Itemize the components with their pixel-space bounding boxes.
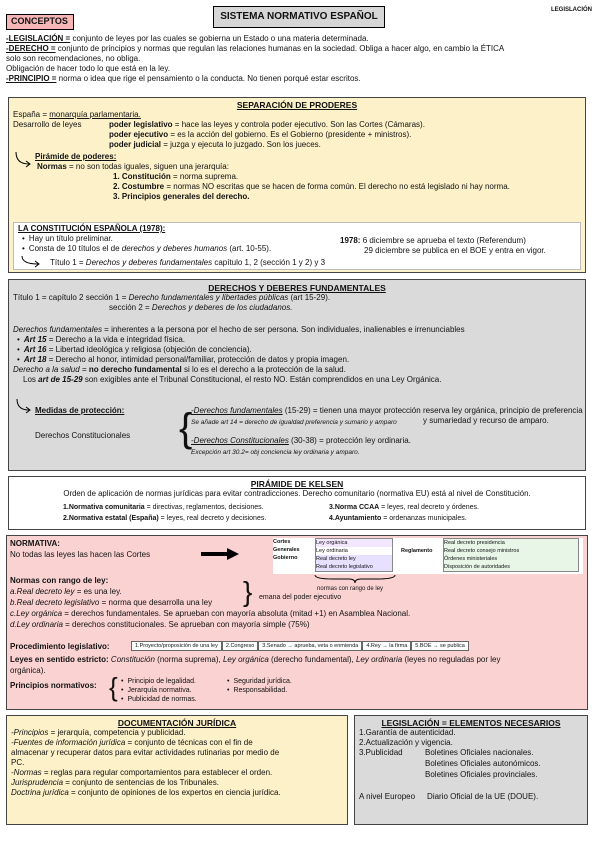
legislacion-section xyxy=(354,715,588,825)
art18-item xyxy=(17,355,585,365)
doc-jurisprudencia-def: = conjunto de sentencias de los Tribunales. xyxy=(63,778,219,787)
kelsen-intro: Orden de aplicación de normas jurídicas para evitar contradicciones. Derecho comunitario (normativa EU) está al nivel de Constitución. xyxy=(63,489,531,498)
art15-def: = Derecho a la vida e integridad física. xyxy=(46,335,186,344)
curved-arrow-icon xyxy=(15,398,35,418)
titulo1-it: Derechos y deberes fundamentales xyxy=(85,258,213,267)
art15-term: Art 15 xyxy=(23,335,47,344)
estricto-3: Ley orgánica xyxy=(222,655,269,664)
table-mid-0: Ley orgánica xyxy=(316,539,392,547)
poder-judicial: poder judicial xyxy=(109,140,162,149)
constitucion-year: 1978: xyxy=(340,236,361,245)
rango-d-def: = derechos constitucionales. Se aprueban con mayoría simple (75%) xyxy=(62,620,310,629)
legis-e1: 1.Garantía de autenticidad. xyxy=(359,728,456,737)
kelsen-1-term: 1.Normativa comunitaria xyxy=(63,504,145,511)
proc-step-5: 5.BOE → se publica xyxy=(411,641,469,651)
constitucion-b2-post: (art. 10-55). xyxy=(227,244,272,253)
legis-bo-provincial: Boletines Oficiales provinciales. xyxy=(425,770,538,779)
constitucion-year-2: 29 diciembre se publica en el BOE y entra en vigor. xyxy=(364,246,546,255)
derechos-fundamentales-def: = inherentes a la persona por el hecho de ser persona. Son individuales, inalienables e irrenunciables xyxy=(101,325,465,334)
legis-europeo-label: A nivel Europeo xyxy=(359,792,416,801)
kelsen-3-term: 3.Norma CCAA xyxy=(329,504,380,511)
table-mid-3: Real decreto legislativo xyxy=(316,563,392,571)
estricto-4: (derecho fundamental), xyxy=(268,655,356,664)
doc-fuentes-def: = conjunto de técnicas con el fin de xyxy=(125,738,253,747)
estricto-1: Constitución xyxy=(108,655,155,664)
doc-principios-term: -Principios xyxy=(11,728,49,737)
kelsen-1-def: = directivas, reglamentos, decisiones. xyxy=(144,504,264,511)
salud-post: si lo es el derecho a la protección de la salud. xyxy=(181,365,346,374)
seccion2-pre: sección 2 = xyxy=(109,303,152,312)
poder-ejecutivo: poder ejecutivo xyxy=(109,130,169,139)
medida-constitucionales-def: (30-38) = protección ley ordinaria. xyxy=(288,436,411,445)
table-left-1: Generales xyxy=(273,547,300,553)
rango-heading: Normas con rango de ley: xyxy=(10,576,109,585)
table-caption: normas con rango de ley xyxy=(317,586,384,592)
table-right-3: Disposición de autoridades xyxy=(444,563,578,571)
seccion1-post: (art 15-29). xyxy=(288,293,331,302)
separacion-heading: SEPARACIÓN DE PRODERES xyxy=(236,100,358,110)
principios-normativos-label: Principios normativos: xyxy=(10,681,97,690)
def-principio: norma o idea que rige el pensamiento o la conducta. No tienen porqué estar escritos. xyxy=(56,74,361,83)
def-derecho-cont: solo son recomendaciones, no obliga. xyxy=(6,54,141,63)
los-post: son exigibles ante el Tribunal Constitucional, el resto NO. Están comprendidos en una Ley Orgánica. xyxy=(82,375,442,384)
principio-left-0 xyxy=(121,677,197,686)
legis-bo-nacional: Boletines Oficiales nacionales. xyxy=(425,748,534,757)
art16-item xyxy=(17,345,585,355)
def-legislacion: conjunto de leyes por las cuales se gobierna un Estado o una materia determinada. xyxy=(70,34,369,43)
derechos-heading: DERECHOS Y DEBERES FUNDAMENTALES xyxy=(208,283,386,293)
normativa-table xyxy=(273,538,583,574)
poder-legislativo-def: = hace las leyes y controla poder ejecutivo. Son las Cortes (Cámaras). xyxy=(172,120,425,129)
medida-art14: Se añade art 14 = derecho de igualdad preferencia y sumario y amparo xyxy=(191,419,397,426)
normativa-section xyxy=(6,535,588,710)
medidas-proteccion-label: Medidas de protección: xyxy=(35,406,125,415)
doc-doctrina-def: = conjunto de opiniones de los expertos en ciencia jurídica. xyxy=(68,788,281,797)
separacion-section xyxy=(8,97,586,273)
doc-fuentes-def-2: almacenar y recuperar datos para evitar actividades rutinarias por medio de xyxy=(11,748,280,757)
constitucion-b2-it: derechos y deberes humanos xyxy=(121,244,228,253)
normas-term: Normas xyxy=(37,162,67,171)
estricto-6: (leyes no reguladas por ley xyxy=(402,655,501,664)
rango-c-term: c.Ley orgánica xyxy=(10,609,63,618)
curved-arrow-icon xyxy=(20,255,44,269)
normativa-sub: No todas las leyes las hacen las Cortes xyxy=(10,550,151,559)
brace-icon: { xyxy=(179,406,193,450)
jerarquia-costumbre: 2. Costumbre xyxy=(113,182,165,191)
medida-fundamentales-term: -Derechos fundamentales xyxy=(191,406,283,415)
principio-left-1 xyxy=(121,686,197,695)
derechos-section xyxy=(8,279,586,471)
jerarquia-principios: 3. Principios generales del derecho. xyxy=(113,192,250,201)
proc-step-2: 2.Congreso xyxy=(222,641,258,651)
rango-a-term: a.Real decreto ley xyxy=(10,587,75,596)
documentacion-section xyxy=(6,715,348,825)
art16-term: Art 16 xyxy=(23,345,47,354)
principio-right-0 xyxy=(227,677,292,686)
art15-item xyxy=(17,335,585,345)
principio-left-2 xyxy=(121,695,197,704)
derechos-fundamentales-term: Derechos fundamentales xyxy=(13,325,102,334)
poder-judicial-def: = juzga y ejecuta lo juzgado. Son los jueces. xyxy=(161,140,321,149)
table-reglamento: Reglamento xyxy=(401,548,433,554)
doc-normas-term: -Normas xyxy=(11,768,42,777)
def-derecho-obligacion: Obligación de hacer todo lo que está en la ley. xyxy=(6,64,170,73)
legis-doue: Diario Oficial de la UE (DOUE). xyxy=(427,792,539,801)
rango-emana: emana del poder ejecutivo xyxy=(259,594,342,601)
kelsen-2-def: = leyes, real decreto y decisiones. xyxy=(158,515,267,522)
espana-label: España = xyxy=(13,110,50,119)
term-legislacion: -LEGISLACIÓN = xyxy=(6,34,71,43)
jerarquia-costumbre-def: = normas NO escritas que se hacen de forma común. El derecho no está legislado ni hay norma. xyxy=(164,182,510,191)
estricto-2: (norma suprema), xyxy=(154,655,223,664)
term-derecho: -DERECHO = xyxy=(6,44,56,53)
rango-d-term: d.Ley ordinaria xyxy=(10,620,63,629)
kelsen-4-term: 4.Ayuntamiento xyxy=(329,515,382,522)
term-principio: -PRINCIPIO = xyxy=(6,74,57,83)
art16-def: = Libertad ideológica y religiosa (objeción de conciencia). xyxy=(46,345,252,354)
curved-arrow-icon xyxy=(13,150,35,172)
kelsen-section xyxy=(8,476,586,530)
principio-right-1-text: Responsabilidad. xyxy=(233,687,288,694)
derechos-constitucionales-label: Derechos Constitucionales xyxy=(35,431,131,440)
seccion2-it: Derechos y deberes de los ciudadanos. xyxy=(151,303,293,312)
proc-step-3: 3.Senado → aprueba, veta o enmienda xyxy=(258,641,362,651)
doc-principios-def: = jerarquía, competencia y publicidad. xyxy=(48,728,186,737)
principios-left xyxy=(121,677,197,704)
salud-term: Derecho a la salud xyxy=(13,365,80,374)
rango-b-def: = norma que desarrolla una ley xyxy=(99,598,213,607)
salud-bold: no derecho fundamental xyxy=(88,365,182,374)
proc-step-4: 4.Rey → la firma xyxy=(362,641,411,651)
procedimiento-label: Procedimiento legislativo: xyxy=(10,642,110,651)
table-right-1: Real decreto consejo ministros xyxy=(444,547,578,555)
jerarquia-constitucion-def: = norma suprema. xyxy=(170,172,239,181)
legis-bo-autonomico: Boletines Oficiales autonómicos. xyxy=(425,759,541,768)
table-mid xyxy=(315,538,393,572)
constitucion-b2-pre: Consta de 10 títulos el de xyxy=(28,244,122,253)
doc-fuentes-def-3: PC. xyxy=(11,758,25,767)
doc-fuentes-term: -Fuentes de información jurídica xyxy=(11,738,126,747)
legis-e2: 2.Actualización y vigencia. xyxy=(359,738,453,747)
principios-right xyxy=(227,677,292,695)
estricto-7: orgánica). xyxy=(10,666,46,675)
seccion1-it: Derecho fundamentales y libertades públicas xyxy=(128,293,289,302)
arrow-right-icon xyxy=(201,546,241,562)
brace-right-icon: } xyxy=(243,576,253,607)
procedimiento-steps xyxy=(131,640,469,651)
los-pre: Los xyxy=(23,375,39,384)
kelsen-3-def: = leyes, real decreto y órdenes. xyxy=(379,504,479,511)
estricto-label: Leyes en sentido estricto: xyxy=(10,655,109,664)
titulo1-post: capítulo 1, 2 (sección 1 y 2) y 3 xyxy=(212,258,326,267)
constitucion-heading: LA CONSTITUCIÓN ESPAÑOLA (1978): xyxy=(18,224,166,233)
rango-b-term: b.Real decreto legislativo xyxy=(10,598,100,607)
table-left xyxy=(273,538,315,562)
constitucion-year-1: 6 diciembre se aprueba el texto (Referendum) xyxy=(360,236,526,245)
poder-ejecutivo-def: = es la acción del gobierno. Es el Gobierno (presidente + ministros). xyxy=(168,130,412,139)
table-left-2: Gobierno xyxy=(273,555,298,561)
principio-left-0-text: Principio de legalidad. xyxy=(127,678,196,685)
kelsen-2-term: 2.Normativa estatal (España) xyxy=(63,515,159,522)
rango-a-def: = es una ley. xyxy=(74,587,122,596)
principio-left-1-text: Jerarquía normativa. xyxy=(127,687,192,694)
desarrollo-label: Desarrollo de leyes xyxy=(13,120,82,129)
seccion1-pre: Título 1 = capítulo 2 sección 1 = xyxy=(13,293,129,302)
doc-doctrina-term: Doctrina jurídica xyxy=(11,788,69,797)
brace-icon: { xyxy=(109,672,118,702)
legislacion-heading: LEGISLACIÓN = ELEMENTOS NECESARIOS xyxy=(381,718,561,728)
doc-jurisprudencia-term: Jurisprudencia xyxy=(11,778,64,787)
art18-def: = Derecho al honor, intimidad personal/familiar, protección de datos y propia imagen. xyxy=(46,355,350,364)
table-left-0: Cortes xyxy=(273,539,291,545)
table-mid-1: Ley ordinaria xyxy=(316,547,392,555)
doc-normas-def: = reglas para regular comportamientos para establecer el orden. xyxy=(41,768,273,777)
principio-right-0-text: Seguridad jurídica. xyxy=(233,678,292,685)
table-right-2: Órdenes ministeriales xyxy=(444,555,578,563)
table-right-0: Real decreto presidencia xyxy=(444,539,578,547)
piramide-poderes-label: Pirámide de poderes: xyxy=(35,152,117,161)
los-bold: art de 15-29 xyxy=(38,375,83,384)
rango-c-def: = derechos fundamentales. Se aprueban con mayoría absoluta (mitad +1) en Asamblea Nacional. xyxy=(62,609,411,618)
conceptos-label: CONCEPTOS xyxy=(6,14,74,30)
normas-def: = no son todas iguales, siguen una jerarquía: xyxy=(66,162,229,171)
brace-under-icon xyxy=(313,574,397,584)
table-right xyxy=(443,538,579,572)
proc-step-1: 1.Proyecto/proposición de una ley xyxy=(131,641,222,651)
medida-constitucionales-term: -Derechos Constitucionales xyxy=(191,436,289,445)
normativa-heading: NORMATIVA: xyxy=(10,539,60,548)
poder-legislativo: poder legislativo xyxy=(109,120,173,129)
documentacion-heading: DOCUMENTACIÓN JURÍDICA xyxy=(117,718,237,728)
art18-term: Art 18 xyxy=(23,355,47,364)
constitucion-box xyxy=(13,222,581,270)
medida-fundamentales-right: reserva ley orgánica, principio de preferencia y sumariedad y recurso de amparo. xyxy=(423,406,583,425)
table-mid-2: Real decreto ley xyxy=(316,555,392,563)
principio-left-2-text: Publicidad de normas. xyxy=(127,696,197,703)
medida-excepcion: Excepción art 30.2= obj conciencia ley ordinaria y amparo. xyxy=(191,449,360,456)
header-tag: LEGISLACIÓN xyxy=(550,7,592,13)
salud-eq: = xyxy=(79,365,89,374)
titulo1-pre: Título 1 = xyxy=(50,258,86,267)
conceptos-block xyxy=(6,34,596,84)
jerarquia-constitucion: 1. Constitución xyxy=(113,172,171,181)
kelsen-4-def: = ordenanzas municipales. xyxy=(381,515,467,522)
espana-value: monarquía parlamentaria. xyxy=(49,110,141,119)
kelsen-heading: PIRÁMIDE DE KELSEN xyxy=(250,479,344,489)
constitucion-b1-text: Hay un título preliminar. xyxy=(28,234,113,243)
def-derecho: conjunto de principios y normas que regulan las relaciones humanas en la sociedad. Obliga a hacer algo, en cambio la ÉTICA xyxy=(55,44,505,53)
principio-right-1 xyxy=(227,686,292,695)
legis-e3: 3.Publicidad xyxy=(359,748,403,757)
estricto-5: Ley ordinaria xyxy=(355,655,403,664)
medida-fundamentales-def: (15-29) = tienen una mayor protección xyxy=(282,406,421,415)
page-title: SISTEMA NORMATIVO ESPAÑOL xyxy=(213,6,385,28)
